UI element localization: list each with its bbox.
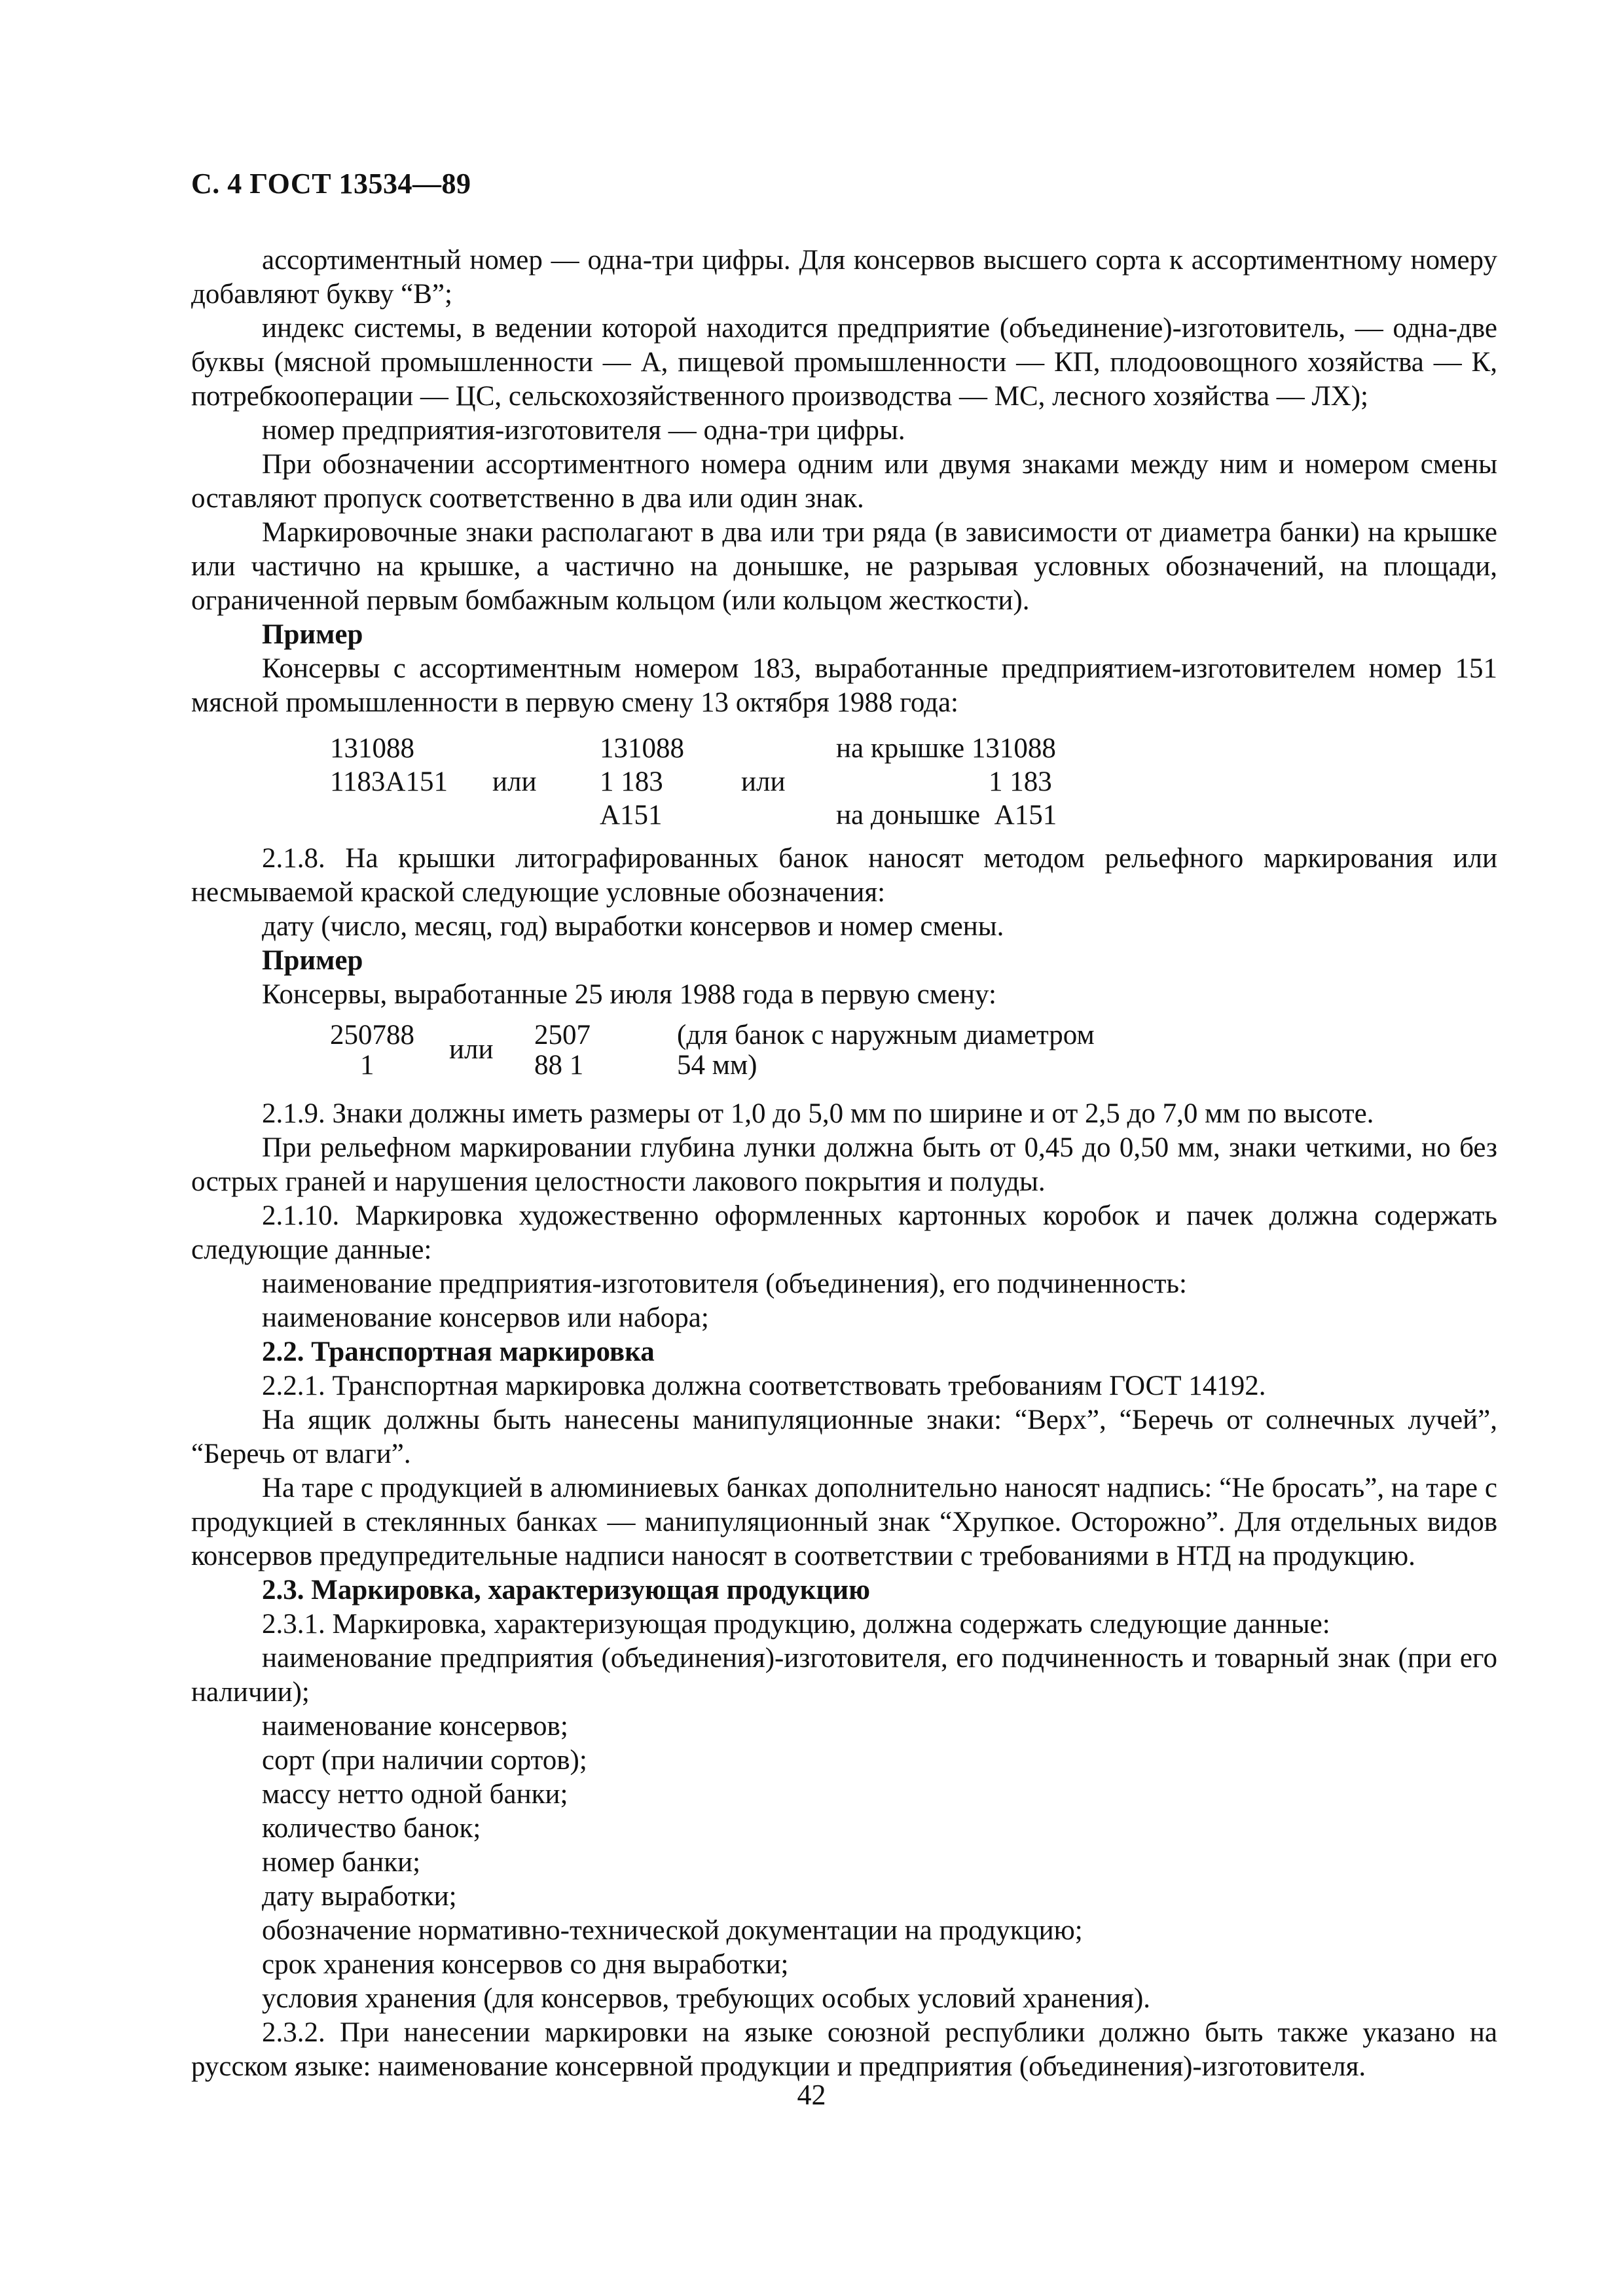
paragraph: 2.3.1. Маркировка, характеризующая продукцию, должна содержать следующие данные: (262, 1609, 1330, 1640)
paragraph: Консервы, выработанные 25 июля 1988 года в первую смену: (262, 979, 996, 1010)
paragraph: На таре с продукцией в алюминиевых банках дополнительно наносят надпись: “Не бросать”, на таре с продукцией в стеклянных банках — манипуляционный знак “Хрупкое. Осторожно”. Для отдельных видов консервов предупредительные надписи наносят в соответствии с требованиями в НТД на продукцию. (191, 1473, 1497, 1571)
example1-or-2: или (741, 766, 786, 797)
example2-note-line2: 54 мм) (677, 1050, 757, 1081)
paragraph: 2.2.1. Транспортная маркировка должна соответствовать требованиям ГОСТ 14192. (262, 1371, 1266, 1401)
paragraph: индекс системы, в ведении которой находится предприятие (объединение)-изготовитель, — одна-две буквы (мясной промышленности — А, пищевой промышленности — КП, плодоовощного хозяйства — К, потребкооперации — ЦС, сельскохозяйственного производства — МС, лесного хозяйства — ЛХ); (191, 313, 1497, 412)
paragraph: массу нетто одной банки; (262, 1779, 568, 1810)
section-heading: Пример (262, 619, 363, 650)
page-header: С. 4 ГОСТ 13534—89 (191, 168, 471, 200)
paragraph: При рельефном маркировании глубина лунки должна быть от 0,45 до 0,50 мм, знаки четкими, но без острых граней и нарушения целостности лакового покрытия и полуды. (191, 1132, 1497, 1197)
paragraph: При обозначении ассортиментного номера одним или двумя знаками между ним и номером смены оставляют пропуск соответственно в два или один знак. (191, 449, 1497, 514)
example2-or: или (449, 1034, 494, 1065)
example2-b-line1: 2507 (534, 1020, 591, 1050)
example1-or-1: или (492, 766, 537, 797)
text-block-a (191, 243, 1497, 720)
example2-note-line1: (для банок с наружным диаметром (677, 1020, 1095, 1050)
page-number: 42 (797, 2079, 826, 2111)
paragraph: количество банок; (262, 1813, 481, 1844)
example2-b-line2: 88 1 (534, 1050, 584, 1081)
paragraph: 2.1.10. Маркировка художественно оформленных картонных коробок и пачек должна содержать следующие данные: (191, 1200, 1497, 1265)
paragraph: дату выработки; (262, 1881, 457, 1912)
paragraph: 2.1.9. Знаки должны иметь размеры от 1,0 до 5,0 мм по ширине и от 2,5 до 7,0 мм по высоте. (262, 1098, 1374, 1129)
text-block-b (191, 842, 1497, 1012)
example1-col3-line1: на крышке 131088 (836, 733, 1056, 764)
paragraph: наименование консервов; (262, 1711, 568, 1742)
paragraph: дату (число, месяц, год) выработки консервов и номер смены. (262, 911, 1004, 942)
example1-col3-line3: на донышке А151 (836, 800, 1057, 831)
paragraph: Маркировочные знаки располагают в два или три ряда (в зависимости от диаметра банки) на крышке или частично на крышке, а частично на донышке, не разрывая условных обозначений, на площади, ограниченной первым бомбажным кольцом (или кольцом жесткости). (191, 517, 1497, 616)
section-heading: 2.2. Транспортная маркировка (262, 1336, 655, 1367)
paragraph: условия хранения (для консервов, требующих особых условий хранения). (262, 1983, 1151, 2014)
marking-example-2 (191, 1018, 1497, 1097)
paragraph: обозначение нормативно-технической документации на продукцию; (262, 1915, 1083, 1946)
paragraph: наименование предприятия-изготовителя (объединения), его подчиненность: (262, 1268, 1187, 1299)
example2-a-line2: 1 (360, 1050, 374, 1081)
example1-col2-line1: 131088 (600, 733, 684, 764)
example1-col2-line3: А151 (600, 800, 663, 831)
section-heading: Пример (262, 945, 363, 976)
document-body (191, 243, 1497, 2084)
paragraph: номер предприятия-изготовителя — одна-три цифры. (262, 415, 905, 446)
paragraph: Консервы с ассортиментным номером 183, выработанные предприятием-изготовителем номер 151 мясной промышленности в первую смену 13 октября 1988 года: (191, 653, 1497, 718)
example2-a-line1: 250788 (330, 1020, 414, 1050)
paragraph: 2.3.2. При нанесении маркировки на языке союзной республики должно быть также указано на русском языке: наименование консервной продукции и предприятия (объединения)-изготовителя. (191, 2017, 1497, 2082)
paragraph: ассортиментный номер — одна-три цифры. Для консервов высшего сорта к ассортиментному номеру добавляют букву “В”; (191, 245, 1497, 310)
paragraph: сорт (при наличии сортов); (262, 1745, 587, 1776)
text-block-c (191, 1097, 1497, 2084)
paragraph: 2.1.8. На крышки литографированных банок наносят методом рельефного маркирования или несмываемой краской следующие условные обозначения: (191, 843, 1497, 908)
paragraph: номер банки; (262, 1847, 421, 1878)
paragraph: На ящик должны быть нанесены манипуляционные знаки: “Верх”, “Беречь от солнечных лучей”, “Беречь от влаги”. (191, 1405, 1497, 1469)
example1-col1-line1: 131088 (330, 733, 414, 764)
example1-col1-line2: 1183А151 (330, 766, 448, 797)
marking-example-1 (191, 732, 1497, 842)
paragraph: наименование консервов или набора; (262, 1302, 709, 1333)
example1-col3-line2: 1 183 (989, 766, 1052, 797)
example1-col2-line2: 1 183 (600, 766, 663, 797)
paragraph: срок хранения консервов со дня выработки; (262, 1949, 789, 1980)
paragraph: наименование предприятия (объединения)-изготовителя, его подчиненность и товарный знак (при его наличии); (191, 1643, 1497, 1708)
section-heading: 2.3. Маркировка, характеризующая продукцию (262, 1575, 870, 1605)
